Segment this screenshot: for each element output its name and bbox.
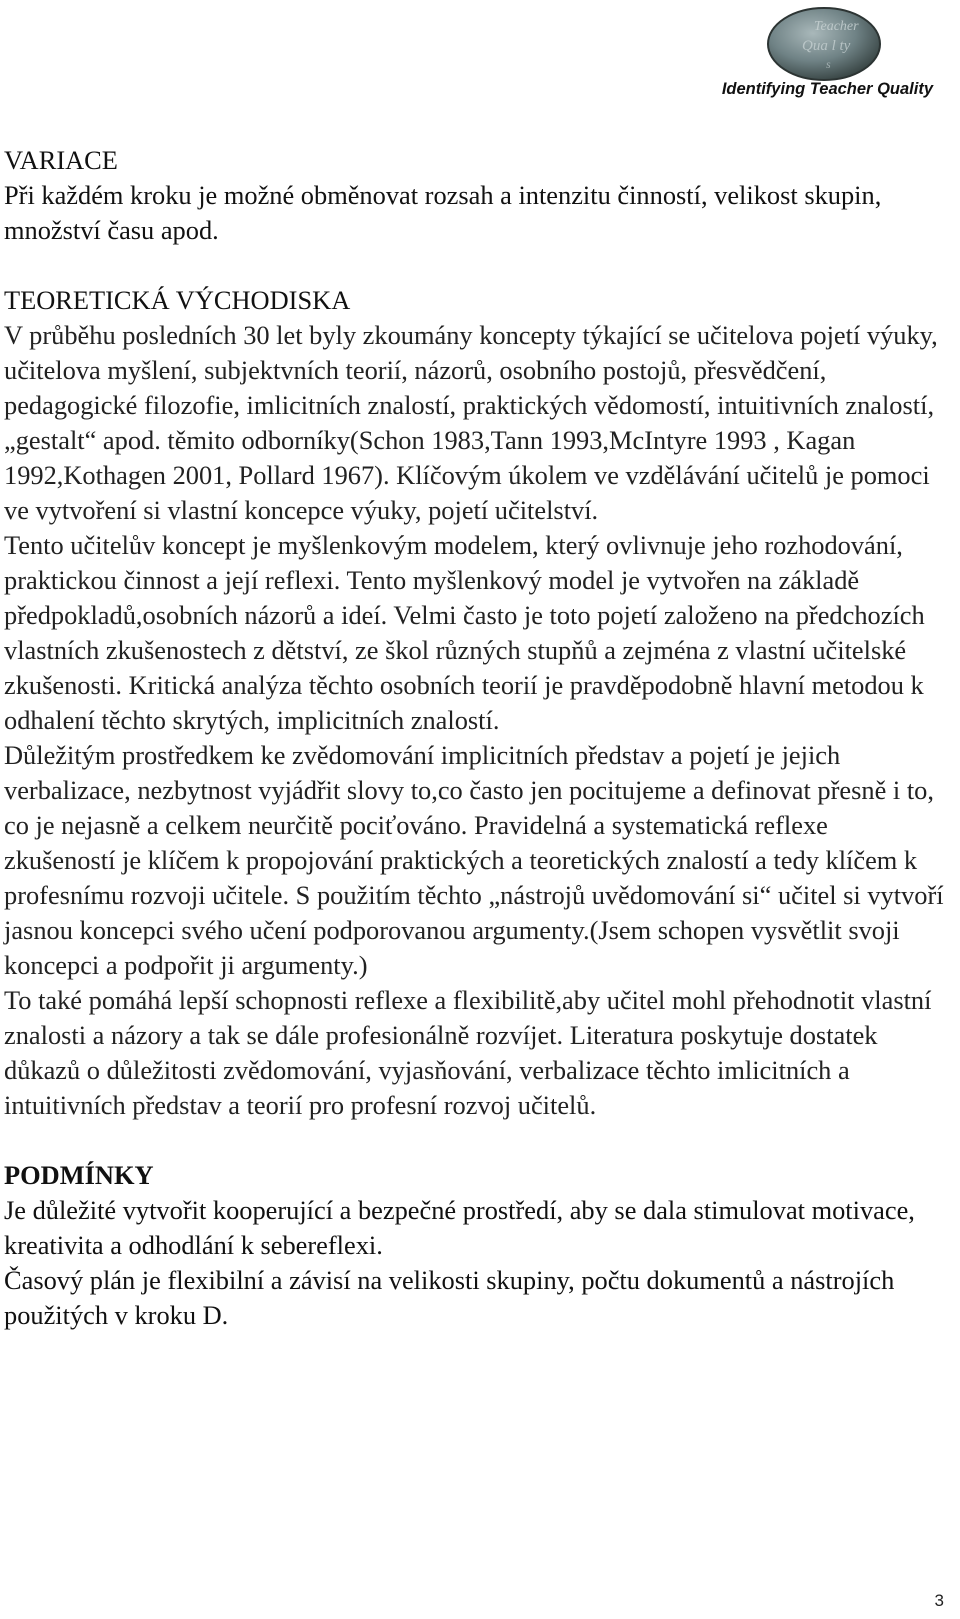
section-heading: VARIACE — [4, 145, 118, 175]
section-teoreticka-vychodiska — [4, 283, 944, 1123]
section-heading: PODMÍNKY — [4, 1160, 154, 1190]
paragraph: Tento učitelův koncept je myšlenkovým modelem, který ovlivnuje jeho rozhodování, praktickou činnost a její reflexi. Tento myšlenkový model je vytvořen na základě předpokladů,osobních názorů a ideí. Velmi často je toto pojetí založeno na předchozích vlastních zkušenostech z dětství, ze škol různých stupňů a zejména z vlastní učitelské zkušenosti. Kritická analýza těchto osobních teorií je pravděpodobně hlavní metodou k odhalení těchto skrytých, implicitních znalostí. — [4, 530, 925, 735]
paragraph: To také pomáhá lepší schopnosti reflexe a flexibilitě,aby učitel mohl přehodnotit vlastní znalosti a názory a tak se dále profesionálně rozvíjet. Literatura poskytuje dostatek důkazů o důležitosti zvědomování, vyjasňování, verbalizace těchto imlicitních a intuitivních představ a teorií pro profesní rozvoj učitelů. — [4, 985, 932, 1120]
paragraph: Časový plán je flexibilní a závisí na velikosti skupiny, počtu dokumentů a nástrojích použitých v kroku D. — [4, 1265, 895, 1330]
svg-text:Teacher: Teacher — [814, 19, 859, 34]
svg-text:s: s — [826, 57, 831, 71]
section-podminky — [4, 1158, 944, 1333]
page-number: 3 — [934, 1591, 944, 1610]
paragraph: V průběhu posledních 30 let byly zkoumány koncepty týkající se učitelova pojetí výuky, učitelova myšlení, subjektvních teorií, názorů, osobního postojů, přesvědčení, pedagogické filozofie, imlicitních znalostí, praktických vědomostí, intuitivních znalostí, „gestalt“ apod. těmito odborníky(Schon 1983,Tann 1993,McIntyre 1993 , Kagan 1992,Kothagen 2001, Pollard 1967). Klíčovým úkolem ve vzdělávání učitelů je pomoci ve vytvoření si vlastní koncepce výuky, pojetí učitelství. — [4, 320, 938, 525]
section-variace — [4, 143, 944, 248]
paragraph: Je důležité vytvořit kooperující a bezpečné prostředí, aby se dala stimulovat motivace, kreativita a odhodlání k sebereflexi. — [4, 1195, 915, 1260]
header-title: Identifying Teacher Quality — [721, 80, 933, 98]
svg-text:Qua l ty: Qua l ty — [802, 38, 851, 54]
section-heading: TEORETICKÁ VÝCHODISKA — [4, 285, 351, 315]
document-body — [4, 143, 944, 1333]
paragraph: Při každém kroku je možné obměnovat rozsah a intenzitu činností, velikost skupin, množství času apod. — [4, 180, 882, 245]
teacher-quality-logo — [764, 4, 884, 84]
page-header — [700, 0, 960, 110]
paragraph: Důležitým prostředkem ke zvědomování implicitních představ a pojetí je jejich verbalizace, nezbytnost vyjádřit slovy to,co často jen pocitujeme a definovat přesně i to, co je nejasně a celkem neurčitě pociťováno. Pravidelná a systematická reflexe zkušeností je klíčem k propojování praktických a teoretických znalostí a tedy klíčem k profesnímu rozvoji učitele. S použitím těchto „nástrojů uvědomování si“ učitel si vytvoří jasnou koncepci svého učení podporovanou argumenty.(Jsem schopen vysvětlit svoji koncepci a podpořit ji argumenty.) — [4, 740, 944, 980]
